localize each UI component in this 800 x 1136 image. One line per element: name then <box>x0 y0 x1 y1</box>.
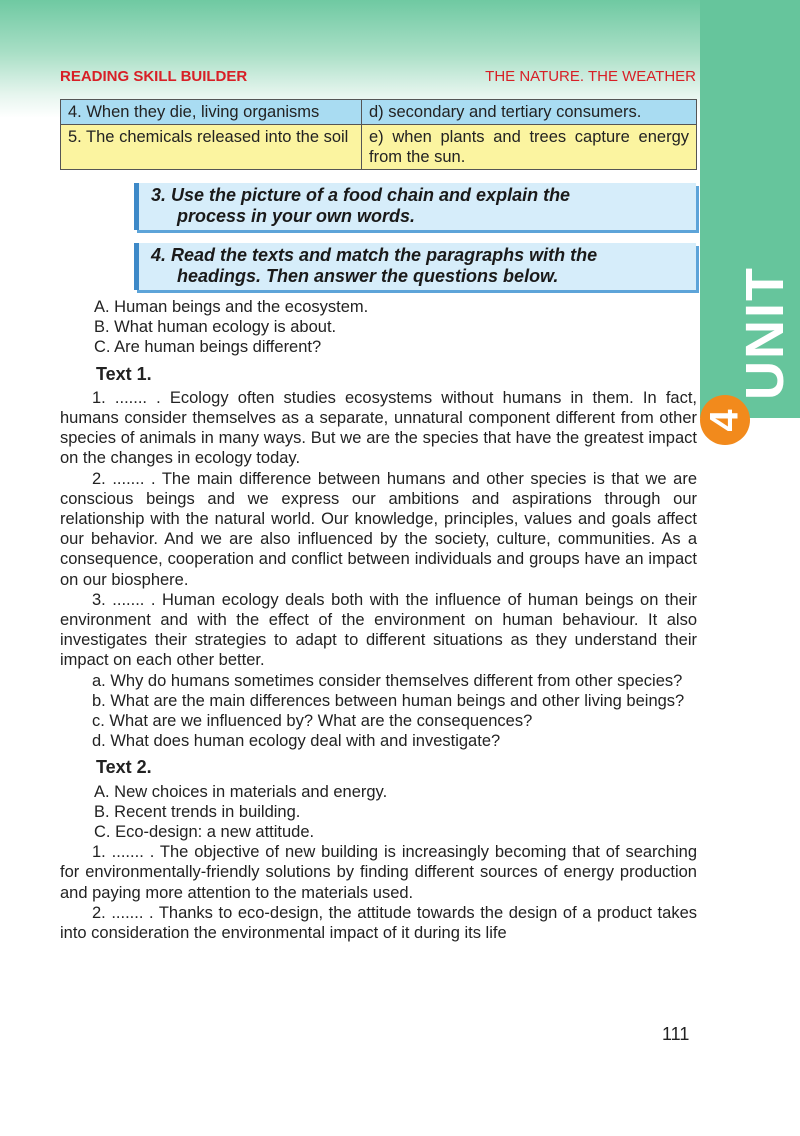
unit-number-badge <box>700 395 750 445</box>
unit-label: UNIT <box>735 266 795 400</box>
table-row <box>61 100 697 125</box>
task-3-box <box>134 183 696 230</box>
question: d. What does human ecology deal with and investigate? <box>92 732 501 751</box>
heading-option: C. Eco-design: a new attitude. <box>94 823 315 842</box>
heading-option: A. Human beings and the ecosystem. <box>94 298 369 316</box>
heading-option: B. What human ecology is about. <box>94 318 337 337</box>
heading-option: A. New choices in materials and energy. <box>94 782 388 801</box>
paragraph: 2. ....... . Thanks to eco-design, the attitude towards the design of a product takes into consideration the environmental impact of it during its life <box>60 903 697 943</box>
unit-number: 4 <box>702 408 747 432</box>
text-1-section <box>60 297 697 943</box>
text-heading: Text 1. <box>96 363 152 384</box>
table-cell: d) secondary and tertiary consumers. <box>362 100 697 125</box>
section-title: READING SKILL BUILDER <box>60 68 248 85</box>
task-line: headings. Then answer the questions below. <box>177 266 559 286</box>
question: a. Why do humans sometimes consider themselves different from other species? <box>92 671 683 690</box>
task-line: process in your own words. <box>177 206 416 226</box>
table-cell: e) when plants and trees capture energy from the sun. <box>362 125 697 170</box>
heading-option: C. Are human beings different? <box>94 338 322 357</box>
table-cell: 4. When they die, living organisms <box>61 100 362 125</box>
task-line: 3. Use the picture of a food chain and explain the <box>151 185 571 205</box>
paragraph: 1. ....... . The objective of new building is increasingly becoming that of searching for environmentally-friendly solutions by finding different sources of energy production and paying more attention to the materials used. <box>60 843 697 902</box>
question: b. What are the main differences between human beings and other living beings? <box>92 691 685 710</box>
page-number: 111 <box>662 1024 690 1044</box>
text-heading: Text 2. <box>96 757 152 778</box>
paragraph: 1. ....... . Ecology often studies ecosystems without humans in them. In fact, humans consider themselves as a separate, unnatural component different from other species of animals in many ways. But we are the species that have the greatest impact on the changes in ecology today. <box>60 388 697 468</box>
question: c. What are we influenced by? What are the consequences? <box>92 712 533 731</box>
table-row <box>61 125 697 170</box>
paragraph: 3. ....... . Human ecology deals both with the influence of human beings on their environment and with the effect of the environment on human behaviour. It also investigates their strategies to adapt to different situations as they understand their impact on each other better. <box>60 590 697 670</box>
table-cell: 5. The chemicals released into the soil <box>61 125 362 170</box>
matching-table <box>60 99 697 170</box>
task-4-box <box>134 243 696 290</box>
heading-option: B. Recent trends in building. <box>94 802 301 821</box>
topic-title: THE NATURE. THE WEATHER <box>485 68 696 85</box>
paragraph: 2. ....... . The main difference between humans and other species is that we are conscious beings and we express our ambitions and aspirations through our relationship with the natural world. Our knowledge, principles, values and goals affect our behavior. And we are also influenced by the society, culture, communities. As a consequence, cooperation and conflict between individuals and groups have an impact on our biosphere. <box>60 469 697 589</box>
task-line: 4. Read the texts and match the paragraphs with the <box>151 245 598 265</box>
